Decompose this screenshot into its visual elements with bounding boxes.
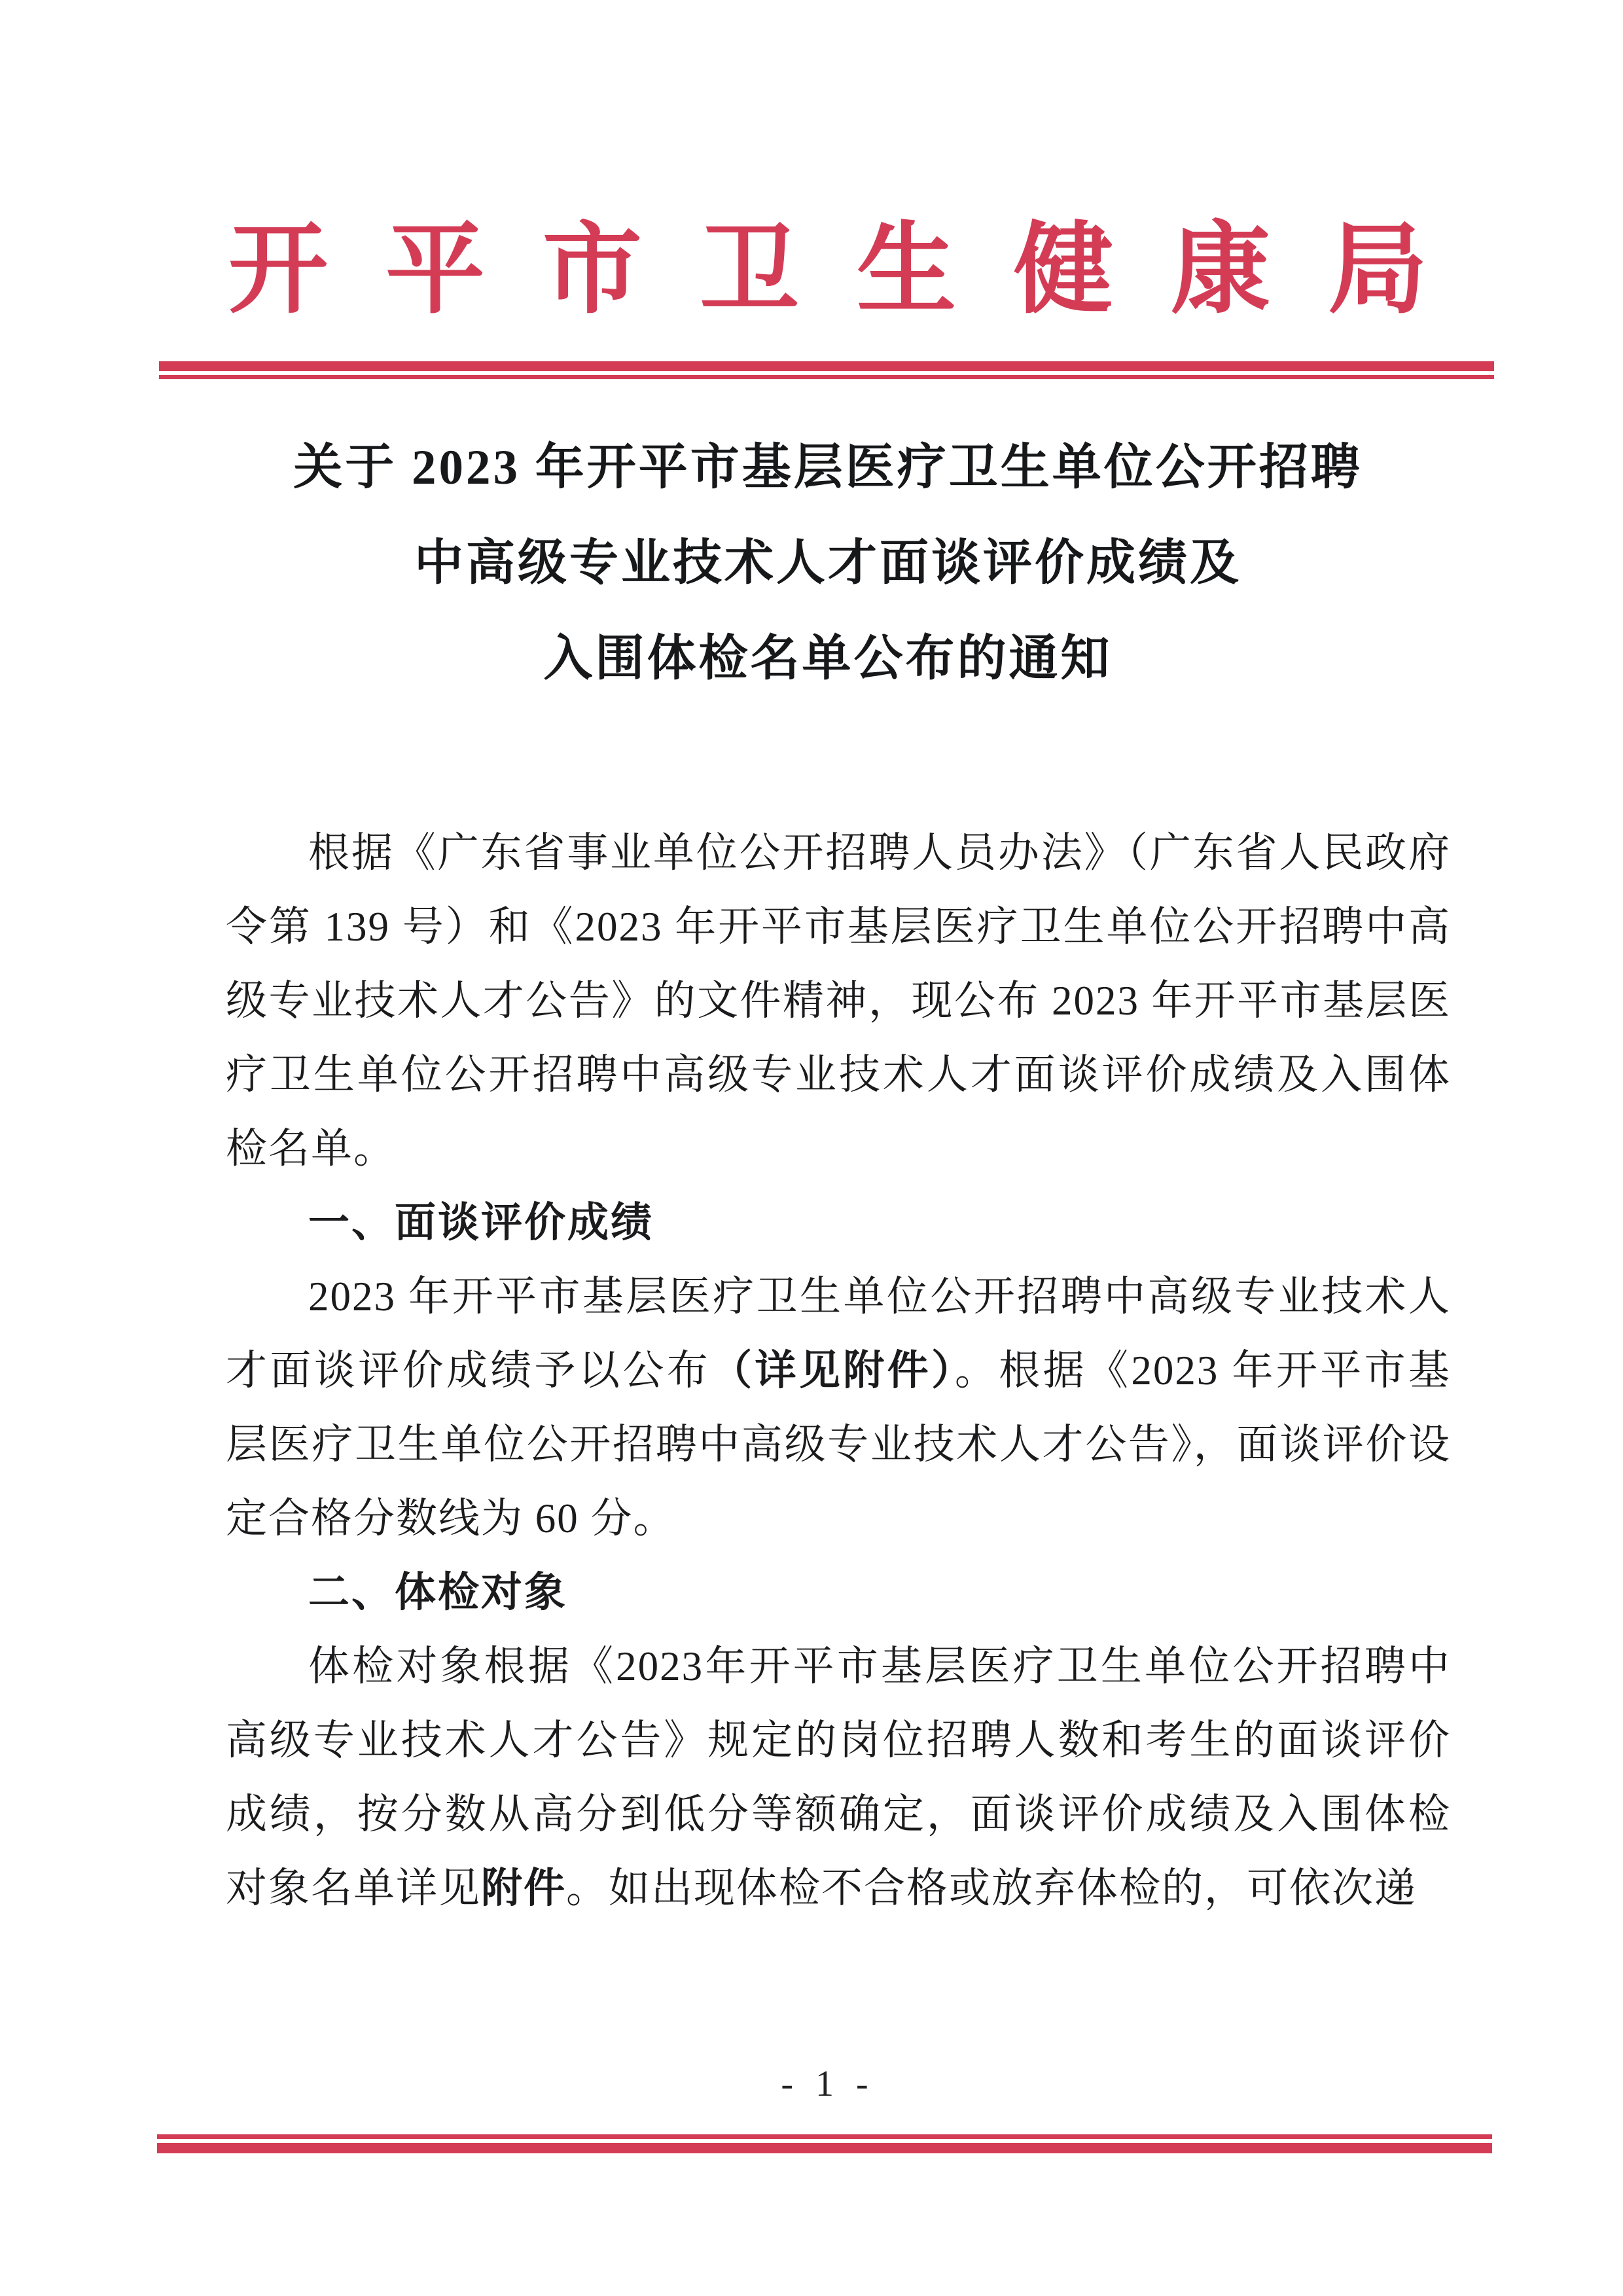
letterhead-rule-thin xyxy=(159,375,1494,379)
text-segment: 。根据《2023 年开平市基层医疗卫生单位公开招聘中高级专业技术人才公告》，面谈评价设定合格分数线为 60 分。 xyxy=(226,1348,1451,1541)
document-title xyxy=(128,420,1528,707)
emphasis-text-segment: 附件 xyxy=(481,1865,566,1911)
footer-rule-thick xyxy=(157,2143,1492,2153)
text-segment: 。如出现体检不合格或放弃体检的，可依次递 xyxy=(566,1865,1417,1911)
letterhead-agency-title: 开平市卫生健康局 xyxy=(228,215,1485,325)
emphasis-text-segment: 一、面谈评价成绩 xyxy=(308,1200,654,1246)
document-title-line-1: 关于 2023 年开平市基层医疗卫生单位公开招聘 xyxy=(293,440,1363,495)
document-title-line-3: 入围体检名单公布的通知 xyxy=(543,632,1113,686)
text-segment: 2023 年开平市基层医疗卫生单位公开招聘中高级专业技术人才面谈评价成绩予以公布 xyxy=(226,1274,1451,1393)
paragraph xyxy=(226,1630,1451,1926)
page-number: - 1 - xyxy=(781,2064,875,2104)
section-heading xyxy=(226,1186,1451,1260)
text-segment: 根据《广东省事业单位公开招聘人员办法》（广东省人民政府令第 139 号）和《2023 年开平市基层医疗卫生单位公开招聘中高级专业技术人才公告》的文件精神，现公布 2023 年开平市基层医疗卫生单位公开招聘中高级专业技术人才面谈评价成绩及入围体检名单。 xyxy=(226,830,1451,1172)
emphasis-text-segment: （详见附件） xyxy=(711,1348,955,1393)
emphasis-text-segment: 二、体检对象 xyxy=(308,1570,567,1615)
footer-rule-thin xyxy=(157,2134,1492,2139)
document-body xyxy=(226,816,1451,1926)
paragraph xyxy=(226,1260,1451,1556)
text-segment: 体检对象根据《2023年开平市基层医疗卫生单位公开招聘中高级专业技术人才公告》规定的岗位招聘人数和考生的面谈评价成绩，按分数从高分到低分等额确定，面谈评价成绩及入围体检对象名单详见 xyxy=(226,1643,1451,1911)
section-heading xyxy=(226,1556,1451,1630)
paragraph xyxy=(226,816,1451,1186)
letterhead-rule-thick xyxy=(159,361,1494,371)
document-title-line-2: 中高级专业技术人才面谈评价成绩及 xyxy=(414,536,1241,590)
